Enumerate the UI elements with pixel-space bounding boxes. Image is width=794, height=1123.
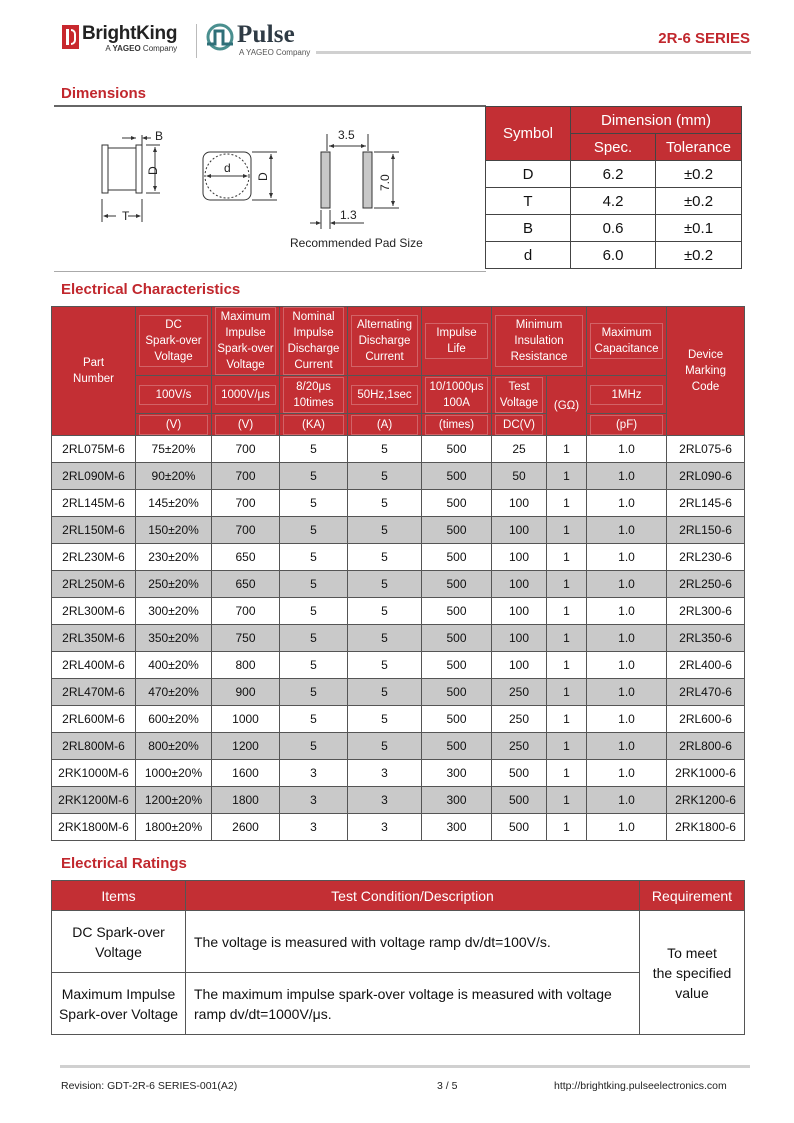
cell-alt-discharge: 5: [348, 706, 422, 733]
cell-dc-spark-voltage: 1800±20%: [136, 814, 212, 841]
unit-capacitance: (pF): [587, 414, 667, 436]
cell-max-impulse-voltage: 700: [212, 490, 280, 517]
cell-test-voltage: 25: [492, 436, 547, 463]
dimension-symbol: B: [486, 215, 571, 242]
cell-test-voltage: 100: [492, 571, 547, 598]
dimensions-table: [485, 106, 742, 269]
cell-test-voltage: 250: [492, 706, 547, 733]
cell-insulation: 1: [547, 733, 587, 760]
cell-alt-discharge: 5: [348, 652, 422, 679]
cell-marking-code: 2RL145-6: [667, 490, 745, 517]
rating-row: [52, 911, 745, 973]
cell-part-number: 2RL300M-6: [52, 598, 136, 625]
dimension-row: [486, 242, 742, 269]
cell-insulation: 1: [547, 571, 587, 598]
cell-test-voltage: 100: [492, 490, 547, 517]
electrical-ratings-title: Electrical Ratings: [61, 855, 187, 872]
cell-part-number: 2RL230M-6: [52, 544, 136, 571]
cell-max-impulse-voltage: 750: [212, 625, 280, 652]
dimension-spec: 4.2: [571, 188, 656, 215]
cell-capacitance: 1.0: [587, 733, 667, 760]
cell-dc-spark-voltage: 1200±20%: [136, 787, 212, 814]
cell-insulation: 1: [547, 652, 587, 679]
brightking-subtitle: A YAGEO Company: [105, 44, 178, 53]
cond-capacitance: 1MHz: [587, 376, 667, 414]
cell-dc-spark-voltage: 1000±20%: [136, 760, 212, 787]
unit-dc-spark: (V): [136, 414, 212, 436]
cell-test-voltage: 100: [492, 625, 547, 652]
cell-marking-code: 2RL075-6: [667, 436, 745, 463]
cell-part-number: 2RL400M-6: [52, 652, 136, 679]
cell-dc-spark-voltage: 470±20%: [136, 679, 212, 706]
cell-part-number: 2RL075M-6: [52, 436, 136, 463]
table-row: [52, 652, 745, 679]
cell-capacitance: 1.0: [587, 787, 667, 814]
cell-test-voltage: 100: [492, 517, 547, 544]
electrical-characteristics-title: Electrical Characteristics: [61, 281, 241, 298]
dimension-tolerance: ±0.2: [656, 188, 742, 215]
cell-marking-code: 2RL230-6: [667, 544, 745, 571]
cell-marking-code: 2RL800-6: [667, 733, 745, 760]
cell-marking-code: 2RL600-6: [667, 706, 745, 733]
cell-test-voltage: 500: [492, 787, 547, 814]
header-max-impulse: Maximum Impulse Spark-over Voltage: [212, 307, 280, 376]
cell-capacitance: 1.0: [587, 679, 667, 706]
cell-impulse-life: 500: [422, 679, 492, 706]
cell-marking-code: 2RL400-6: [667, 652, 745, 679]
dimension-tolerance: ±0.2: [656, 242, 742, 269]
symbol-header: Symbol: [486, 107, 571, 161]
cell-nominal-discharge: 3: [280, 814, 348, 841]
table-row: [52, 706, 745, 733]
table-row: [52, 490, 745, 517]
table-row: [52, 760, 745, 787]
cell-impulse-life: 500: [422, 490, 492, 517]
cell-nominal-discharge: 5: [280, 463, 348, 490]
cell-impulse-life: 500: [422, 544, 492, 571]
table-row: [52, 625, 745, 652]
cell-max-impulse-voltage: 1000: [212, 706, 280, 733]
label-D-side: D: [146, 166, 160, 175]
cell-insulation: 1: [547, 598, 587, 625]
header-nominal-discharge: Nominal Impulse Discharge Current: [280, 307, 348, 376]
unit-test-voltage: DC(V): [492, 414, 547, 436]
brightking-name: BrightKing: [82, 23, 178, 44]
cell-alt-discharge: 3: [348, 787, 422, 814]
cell-max-impulse-voltage: 900: [212, 679, 280, 706]
cell-insulation: 1: [547, 760, 587, 787]
cond-alt-discharge: 50Hz,1sec: [348, 376, 422, 414]
cell-test-voltage: 50: [492, 463, 547, 490]
cell-marking-code: 2RL470-6: [667, 679, 745, 706]
label-pad-width: 3.5: [338, 128, 355, 142]
cell-test-voltage: 100: [492, 652, 547, 679]
cell-impulse-life: 300: [422, 814, 492, 841]
cell-impulse-life: 500: [422, 571, 492, 598]
cell-alt-discharge: 5: [348, 679, 422, 706]
cell-nominal-discharge: 5: [280, 625, 348, 652]
cell-max-impulse-voltage: 700: [212, 463, 280, 490]
cell-max-impulse-voltage: 650: [212, 544, 280, 571]
cell-dc-spark-voltage: 250±20%: [136, 571, 212, 598]
header-divider: [316, 51, 751, 54]
footer-url[interactable]: http://brightking.pulseelectronics.com: [554, 1080, 727, 1092]
series-title: 2R-6 SERIES: [658, 30, 750, 47]
cond-dc-spark: 100V/s: [136, 376, 212, 414]
cell-marking-code: 2RL090-6: [667, 463, 745, 490]
cell-part-number: 2RK1200M-6: [52, 787, 136, 814]
cell-nominal-discharge: 5: [280, 436, 348, 463]
cell-marking-code: 2RL350-6: [667, 625, 745, 652]
cell-alt-discharge: 5: [348, 436, 422, 463]
cell-impulse-life: 300: [422, 760, 492, 787]
cell-alt-discharge: 5: [348, 733, 422, 760]
spec-header: Spec.: [571, 134, 656, 161]
cell-max-impulse-voltage: 1800: [212, 787, 280, 814]
cell-impulse-life: 500: [422, 733, 492, 760]
table-row: [52, 679, 745, 706]
rating-description: The maximum impulse spark-over voltage is measured with voltage ramp dv/dt=1000V/μs.: [186, 973, 640, 1035]
cell-alt-discharge: 5: [348, 490, 422, 517]
header-marking-code: Device Marking Code: [667, 307, 745, 436]
cell-marking-code: 2RL300-6: [667, 598, 745, 625]
brightking-logo-icon: [62, 25, 79, 49]
footer-divider: [60, 1065, 750, 1068]
header-description: Test Condition/Description: [186, 881, 640, 911]
cell-impulse-life: 500: [422, 625, 492, 652]
electrical-ratings-table: [51, 880, 745, 1035]
dimension-symbol: D: [486, 161, 571, 188]
table-row: [52, 787, 745, 814]
cell-nominal-discharge: 5: [280, 490, 348, 517]
dimension-tolerance: ±0.2: [656, 161, 742, 188]
table-row: [52, 571, 745, 598]
cell-marking-code: 2RL150-6: [667, 517, 745, 544]
cell-alt-discharge: 5: [348, 625, 422, 652]
label-d: d: [224, 161, 231, 175]
header-dc-spark: DC Spark-over Voltage: [136, 307, 212, 376]
cell-insulation: 1: [547, 436, 587, 463]
dimension-spec: 6.0: [571, 242, 656, 269]
header-max-capacitance: Maximum Capacitance: [587, 307, 667, 376]
cell-marking-code: 2RK1200-6: [667, 787, 745, 814]
dimension-tolerance: ±0.1: [656, 215, 742, 242]
cell-impulse-life: 500: [422, 463, 492, 490]
table-row: [52, 463, 745, 490]
cell-capacitance: 1.0: [587, 814, 667, 841]
cell-part-number: 2RL090M-6: [52, 463, 136, 490]
cell-part-number: 2RL145M-6: [52, 490, 136, 517]
cell-dc-spark-voltage: 150±20%: [136, 517, 212, 544]
header-part-number-text: Part Number: [73, 357, 114, 385]
cell-part-number: 2RL800M-6: [52, 733, 136, 760]
cell-test-voltage: 250: [492, 679, 547, 706]
pulse-subtitle: A YAGEO Company: [239, 48, 311, 57]
cell-capacitance: 1.0: [587, 436, 667, 463]
unit-nominal-discharge: (KA): [280, 414, 348, 436]
cell-capacitance: 1.0: [587, 463, 667, 490]
cell-alt-discharge: 5: [348, 598, 422, 625]
cell-insulation: 1: [547, 463, 587, 490]
cell-nominal-discharge: 5: [280, 706, 348, 733]
cell-alt-discharge: 3: [348, 760, 422, 787]
cell-insulation: 1: [547, 679, 587, 706]
pulse-logo: [205, 22, 310, 58]
header-items: Items: [52, 881, 186, 911]
header-alt-discharge: Alternating Discharge Current: [348, 307, 422, 376]
dimension-header: Dimension (mm): [571, 107, 742, 134]
cell-part-number: 2RL350M-6: [52, 625, 136, 652]
cell-max-impulse-voltage: 700: [212, 598, 280, 625]
cell-capacitance: 1.0: [587, 706, 667, 733]
cell-max-impulse-voltage: 2600: [212, 814, 280, 841]
table-row: [52, 517, 745, 544]
dimension-row: [486, 215, 742, 242]
cell-insulation: 1: [547, 706, 587, 733]
cell-nominal-discharge: 5: [280, 679, 348, 706]
cell-impulse-life: 500: [422, 436, 492, 463]
table-row: [52, 733, 745, 760]
cell-part-number: 2RL150M-6: [52, 517, 136, 544]
cond-test-voltage: Test Voltage: [492, 376, 547, 414]
dimension-spec: 6.2: [571, 161, 656, 188]
cell-capacitance: 1.0: [587, 598, 667, 625]
unit-impulse-life: (times): [422, 414, 492, 436]
side-view-drawing: [102, 135, 160, 222]
cell-alt-discharge: 5: [348, 463, 422, 490]
table-row: [52, 544, 745, 571]
cell-alt-discharge: 5: [348, 571, 422, 598]
pad-size-caption: Recommended Pad Size: [290, 236, 423, 250]
cell-test-voltage: 500: [492, 760, 547, 787]
cell-nominal-discharge: 5: [280, 544, 348, 571]
cell-dc-spark-voltage: 400±20%: [136, 652, 212, 679]
cell-insulation: 1: [547, 490, 587, 517]
header-requirement: Requirement: [640, 881, 745, 911]
unit-max-impulse: (V): [212, 414, 280, 436]
cell-marking-code: 2RL250-6: [667, 571, 745, 598]
cell-insulation: 1: [547, 544, 587, 571]
rating-requirement: To meet the specified value: [640, 911, 745, 1035]
cell-insulation: 1: [547, 787, 587, 814]
cell-impulse-life: 500: [422, 706, 492, 733]
cell-dc-spark-voltage: 230±20%: [136, 544, 212, 571]
cell-capacitance: 1.0: [587, 652, 667, 679]
cell-dc-spark-voltage: 300±20%: [136, 598, 212, 625]
table-row: [52, 814, 745, 841]
label-T: T: [122, 209, 130, 223]
cell-max-impulse-voltage: 650: [212, 571, 280, 598]
cell-nominal-discharge: 5: [280, 517, 348, 544]
footer-revision: Revision: GDT-2R-6 SERIES-001(A2): [61, 1080, 238, 1092]
unit-insulation: (GΩ): [547, 376, 587, 436]
dimension-symbol: T: [486, 188, 571, 215]
cell-max-impulse-voltage: 800: [212, 652, 280, 679]
cell-capacitance: 1.0: [587, 625, 667, 652]
cell-dc-spark-voltage: 600±20%: [136, 706, 212, 733]
cell-insulation: 1: [547, 625, 587, 652]
header-impulse-life: Impulse Life: [422, 307, 492, 376]
dimension-symbol: d: [486, 242, 571, 269]
cell-dc-spark-voltage: 145±20%: [136, 490, 212, 517]
cell-alt-discharge: 5: [348, 517, 422, 544]
header-min-insulation: Minimum Insulation Resistance: [492, 307, 587, 376]
cell-impulse-life: 500: [422, 517, 492, 544]
cell-test-voltage: 250: [492, 733, 547, 760]
cond-impulse-life: 10/1000μs 100A: [422, 376, 492, 414]
cell-alt-discharge: 3: [348, 814, 422, 841]
cell-nominal-discharge: 5: [280, 652, 348, 679]
cell-nominal-discharge: 5: [280, 733, 348, 760]
cell-dc-spark-voltage: 75±20%: [136, 436, 212, 463]
cell-capacitance: 1.0: [587, 517, 667, 544]
cell-nominal-discharge: 3: [280, 787, 348, 814]
cell-marking-code: 2RK1800-6: [667, 814, 745, 841]
dimensions-diagram: [54, 107, 486, 267]
cond-nominal-discharge: 8/20μs 10times: [280, 376, 348, 414]
tolerance-header: Tolerance: [656, 134, 742, 161]
cell-dc-spark-voltage: 90±20%: [136, 463, 212, 490]
cell-impulse-life: 500: [422, 598, 492, 625]
cell-max-impulse-voltage: 1600: [212, 760, 280, 787]
cell-part-number: 2RK1000M-6: [52, 760, 136, 787]
table-row: [52, 598, 745, 625]
cell-capacitance: 1.0: [587, 544, 667, 571]
cell-dc-spark-voltage: 800±20%: [136, 733, 212, 760]
cell-nominal-discharge: 3: [280, 760, 348, 787]
cell-capacitance: 1.0: [587, 571, 667, 598]
cond-max-impulse: 1000V/μs: [212, 376, 280, 414]
cell-marking-code: 2RK1000-6: [667, 760, 745, 787]
cell-capacitance: 1.0: [587, 760, 667, 787]
cell-part-number: 2RL470M-6: [52, 679, 136, 706]
brightking-logo: [62, 24, 177, 54]
pulse-logo-icon: [205, 22, 235, 52]
rating-item: DC Spark-over Voltage: [52, 911, 186, 973]
cell-part-number: 2RL600M-6: [52, 706, 136, 733]
logo-divider: [196, 24, 197, 58]
dimension-row: [486, 188, 742, 215]
cell-insulation: 1: [547, 517, 587, 544]
table-row: [52, 436, 745, 463]
cell-impulse-life: 300: [422, 787, 492, 814]
label-D-front: D: [256, 172, 270, 181]
label-B: B: [155, 129, 164, 143]
dimensions-title: Dimensions: [61, 85, 147, 102]
footer-page-number: 3 / 5: [437, 1080, 458, 1092]
cell-nominal-discharge: 5: [280, 598, 348, 625]
cell-part-number: 2RK1800M-6: [52, 814, 136, 841]
cell-test-voltage: 100: [492, 598, 547, 625]
label-pad-gap: 1.3: [340, 208, 357, 222]
electrical-characteristics-table: [51, 306, 745, 841]
cell-part-number: 2RL250M-6: [52, 571, 136, 598]
cell-impulse-life: 500: [422, 652, 492, 679]
cell-max-impulse-voltage: 700: [212, 517, 280, 544]
rating-description: The voltage is measured with voltage ramp dv/dt=100V/s.: [186, 911, 640, 973]
cell-alt-discharge: 5: [348, 544, 422, 571]
cell-test-voltage: 500: [492, 814, 547, 841]
cell-capacitance: 1.0: [587, 490, 667, 517]
header-part-number: [52, 307, 136, 436]
label-pad-height: 7.0: [378, 174, 392, 191]
pulse-name: Pulse: [237, 21, 295, 48]
unit-alt-discharge: (A): [348, 414, 422, 436]
cell-insulation: 1: [547, 814, 587, 841]
dimension-spec: 0.6: [571, 215, 656, 242]
dimension-row: [486, 161, 742, 188]
cell-max-impulse-voltage: 1200: [212, 733, 280, 760]
cell-nominal-discharge: 5: [280, 571, 348, 598]
rating-item: Maximum Impulse Spark-over Voltage: [52, 973, 186, 1035]
cell-dc-spark-voltage: 350±20%: [136, 625, 212, 652]
cell-test-voltage: 100: [492, 544, 547, 571]
cell-max-impulse-voltage: 700: [212, 436, 280, 463]
